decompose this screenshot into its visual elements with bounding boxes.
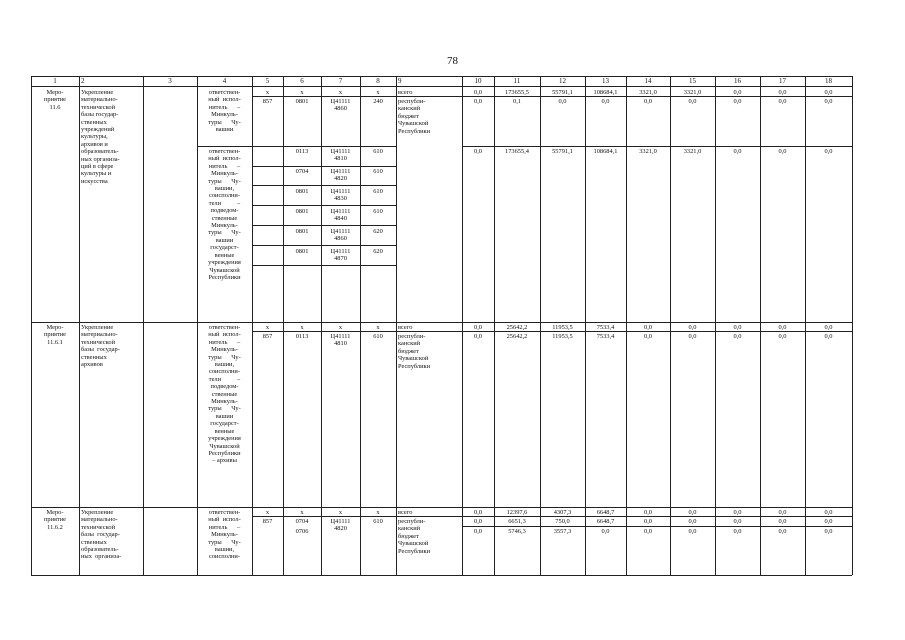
table-cell: 0113 (295, 148, 309, 155)
table-cell: 108684,1 (593, 148, 618, 155)
table-cell: 0,0 (778, 333, 787, 340)
table-cell: республи- канский бюджет Чувашской Республики (398, 333, 431, 370)
table-cell: 3321,0 (683, 148, 702, 155)
table-cell: 0,0 (824, 528, 833, 535)
table-cell: 0,0 (733, 98, 742, 105)
row-rule (197, 146, 252, 147)
table-cell: х (376, 509, 380, 516)
table-cell: 0,0 (688, 518, 697, 525)
table-cell: 0,0 (688, 324, 697, 331)
table-cell: 240 (373, 98, 383, 105)
table-cell: 8 (376, 77, 380, 85)
table-cell: 0,0 (644, 324, 652, 331)
table-cell: Ц41111 4860 (330, 228, 351, 243)
table-cell: ответствен- ный испол- нитель – Минкуль- туры Чу- вашии, соисполни- тели – подведом- ственные Минкуль- туры Чу- вашии государст- венные учреждения Чувашской Республики – архивы (208, 324, 241, 465)
column-rule (197, 76, 198, 575)
table-cell: 11953,5 (552, 333, 573, 340)
table-cell: 0,0 (474, 528, 482, 535)
table-cell: 0,0 (824, 148, 833, 155)
column-rule (852, 76, 853, 575)
table-cell: 620 (373, 248, 383, 255)
row-rule (252, 265, 396, 266)
column-rule (252, 76, 253, 575)
table-cell: 17 (779, 77, 786, 85)
table-cell: 0,0 (601, 98, 610, 105)
table-cell: 0,0 (733, 333, 742, 340)
row-rule (252, 245, 396, 246)
table-cell: 0801 (295, 98, 309, 105)
table-cell: 0,1 (513, 98, 521, 105)
table-cell: Ц41111 4870 (330, 248, 351, 263)
table-cell: 610 (373, 333, 383, 340)
table-cell: Ц41111 4820 (330, 168, 351, 183)
table-cell: 10 (474, 77, 482, 85)
column-rule (805, 76, 806, 575)
table-cell: х (376, 89, 380, 96)
table-cell: 0,0 (644, 518, 652, 525)
table-cell: ответствен- ный испол- нитель – Минкуль- туры Чу- вашии, соисполни- (208, 509, 241, 561)
table-cell: 173655,4 (505, 148, 529, 155)
table-cell: 0,0 (733, 324, 742, 331)
table-cell: Ц41111 4840 (330, 208, 351, 223)
table-cell: х (376, 324, 380, 331)
column-rule (760, 76, 761, 575)
table-cell: 6648,7 (596, 518, 615, 525)
block-separator (31, 507, 852, 508)
table-cell: 0,0 (474, 324, 482, 331)
table-cell: 0,0 (733, 89, 742, 96)
row-rule (462, 146, 852, 147)
row-rule (252, 185, 396, 186)
table-cell: Укрепление материально- технической базы государ- ственных учреждений культуры, архивов и образователь- ных организа- ций в сфере культуры и искусства (81, 89, 120, 185)
table-cell: 0706 (295, 528, 309, 535)
table-cell: 0113 (295, 333, 309, 340)
table-cell: 0,0 (474, 333, 482, 340)
row-rule (462, 526, 852, 527)
table-cell: 3321,0 (639, 89, 657, 96)
table-cell: 0,0 (474, 148, 482, 155)
table-cell: Меро- приятие 11.6.1 (43, 324, 67, 346)
table-cell: 3321,0 (683, 89, 702, 96)
table-cell: 0,0 (824, 98, 833, 105)
header-bottom-border (31, 86, 852, 87)
table-cell: Меро- приятие 11.6.2 (43, 509, 67, 531)
table-cell: 610 (373, 518, 383, 525)
table-cell: 610 (373, 148, 383, 155)
table-cell: 2 (81, 77, 85, 85)
table-cell: 857 (262, 98, 273, 105)
table-cell: 18 (825, 77, 832, 85)
column-rule (670, 76, 671, 575)
table-cell: 11 (513, 77, 521, 85)
table-cell: 55791,1 (552, 89, 573, 96)
table-cell: 6651,3 (508, 518, 526, 525)
table-cell: 0,0 (733, 148, 742, 155)
table-cell: 0,0 (733, 509, 742, 516)
column-rule (540, 76, 541, 575)
column-rule (462, 76, 463, 575)
table-cell: 0,0 (778, 89, 787, 96)
table-cell: х (265, 509, 270, 516)
table-cell: Укрепление материально- технической базы государ- ственных образователь- ных организа- (81, 509, 122, 561)
table-cell: Ц41111 4860 (330, 98, 351, 113)
table-cell: х (338, 89, 343, 96)
table-cell: 1 (53, 77, 57, 85)
table-cell: 55791,1 (552, 148, 573, 155)
page-number: 78 (447, 55, 458, 67)
row-rule (252, 225, 396, 226)
table-cell: 610 (373, 188, 383, 195)
column-rule (494, 76, 495, 575)
table-cell: 0,0 (824, 518, 833, 525)
column-rule (143, 76, 144, 575)
table-cell: 0,0 (778, 324, 787, 331)
table-cell: республи- канский бюджет Чувашской Республики (398, 98, 431, 135)
table-cell: 0,0 (824, 89, 833, 96)
table-cell: х (300, 324, 304, 331)
table-cell: 0,0 (733, 528, 742, 535)
table-cell: 857 (262, 333, 273, 340)
table-cell: 620 (373, 228, 383, 235)
table-cell: 0,0 (778, 148, 787, 155)
table-cell: 0,0 (474, 509, 482, 516)
table-cell: ответствен- ный испол- нитель – Минкуль- туры Чу- вашии (208, 89, 241, 134)
table-cell: 857 (262, 518, 273, 525)
table-cell: Ц41111 4810 (330, 333, 351, 348)
table-cell: 11953,5 (552, 324, 573, 331)
table-cell: 12 (559, 77, 566, 85)
table-cell: 13 (602, 77, 609, 85)
table-cell: 6 (300, 77, 304, 85)
table-cell: 15 (689, 77, 696, 85)
table-cell: 0,0 (778, 98, 787, 105)
table-cell: 12397,6 (506, 509, 528, 516)
row-rule (252, 166, 396, 167)
table-cell: х (265, 89, 270, 96)
table-cell: х (265, 324, 270, 331)
table-cell: 173655,5 (505, 89, 529, 96)
column-rule (715, 76, 716, 575)
table-top-border (31, 76, 852, 77)
table-cell: х (338, 509, 343, 516)
table-cell: Ц41111 4830 (330, 188, 351, 203)
table-cell: 610 (373, 208, 383, 215)
table-cell: 0,0 (778, 509, 787, 516)
table-cell: 750,0 (555, 518, 570, 525)
table-cell: всего (398, 509, 413, 516)
table-cell: 0,0 (733, 518, 742, 525)
table-cell: 0,0 (688, 98, 697, 105)
table-cell: 14 (644, 77, 652, 85)
table-cell: 0801 (295, 248, 309, 255)
table-cell: 0,0 (644, 528, 652, 535)
table-cell: 3321,0 (639, 148, 657, 155)
table-cell: 0,0 (644, 98, 652, 105)
table-cell: х (300, 509, 304, 516)
row-rule (252, 205, 396, 206)
table-cell: 0,0 (644, 333, 652, 340)
table-cell: 0801 (295, 208, 309, 215)
column-rule (396, 76, 397, 575)
column-rule (321, 76, 322, 575)
column-rule (360, 76, 361, 575)
table-cell: 0704 (295, 518, 309, 525)
table-cell: республи- канский бюджет Чувашской Республики (398, 518, 431, 555)
table-cell: х (338, 324, 343, 331)
table-cell: ответствен- ный испол- нитель – Минкуль- туры Чу- вашии, соисполни- тели – подведом- ственные Минкуль- туры Чу- вашии государст- венные учреждения Чувашской Республики (208, 148, 241, 281)
table-cell: 25642,2 (506, 324, 528, 331)
column-rule (31, 76, 32, 575)
table-cell: 0,0 (474, 98, 482, 105)
table-cell: 9 (398, 77, 402, 85)
table-cell: Укрепление материально- технической базы государ- ственных архивов (81, 324, 120, 369)
table-cell: 0,0 (688, 509, 697, 516)
column-rule (626, 76, 627, 575)
table-cell: 0,0 (824, 509, 833, 516)
table-cell: 0,0 (644, 509, 652, 516)
table-cell: 0801 (295, 188, 309, 195)
table-cell: 0,0 (474, 518, 482, 525)
table-cell: 0,0 (474, 89, 482, 96)
block-separator (31, 322, 852, 323)
table-cell: 5746,3 (508, 528, 526, 535)
table-cell: 6648,7 (596, 509, 615, 516)
column-rule (283, 76, 284, 575)
table-cell: 4 (222, 77, 227, 85)
table-cell: 5 (265, 77, 270, 85)
table-cell: х (300, 89, 304, 96)
table-cell: 0,0 (688, 528, 697, 535)
table-cell: 0,0 (778, 518, 787, 525)
column-rule (79, 76, 80, 575)
row-rule (252, 146, 396, 147)
column-rule (585, 76, 586, 575)
table-cell: всего (398, 324, 413, 331)
table-cell: 3 (168, 77, 172, 85)
table-cell: всего (398, 89, 413, 96)
table-cell: 610 (373, 168, 383, 175)
table-cell: Ц41111 4810 (330, 148, 351, 163)
table-cell: 108684,1 (593, 89, 618, 96)
table-cell: 7533,4 (596, 333, 615, 340)
table-cell: 4307,3 (553, 509, 572, 516)
table-cell: 0,0 (824, 324, 833, 331)
table-cell: 3557,3 (553, 528, 572, 535)
table-bottom-border (31, 575, 852, 576)
table-cell: Ц41111 4820 (330, 518, 351, 533)
table-cell: 7 (338, 77, 343, 85)
table-cell: 0,0 (688, 333, 697, 340)
table-cell: Меро- приятие 11.6 (43, 89, 67, 111)
table-cell: 0,0 (558, 98, 567, 105)
table-cell: 16 (734, 77, 741, 85)
table-cell: 0,0 (824, 333, 833, 340)
table-cell: 0,0 (778, 528, 787, 535)
table-cell: 0,0 (601, 528, 610, 535)
table-cell: 0801 (295, 228, 309, 235)
table-cell: 0704 (295, 168, 309, 175)
table-cell: 7533,4 (596, 324, 615, 331)
table-cell: 25642,2 (506, 333, 528, 340)
